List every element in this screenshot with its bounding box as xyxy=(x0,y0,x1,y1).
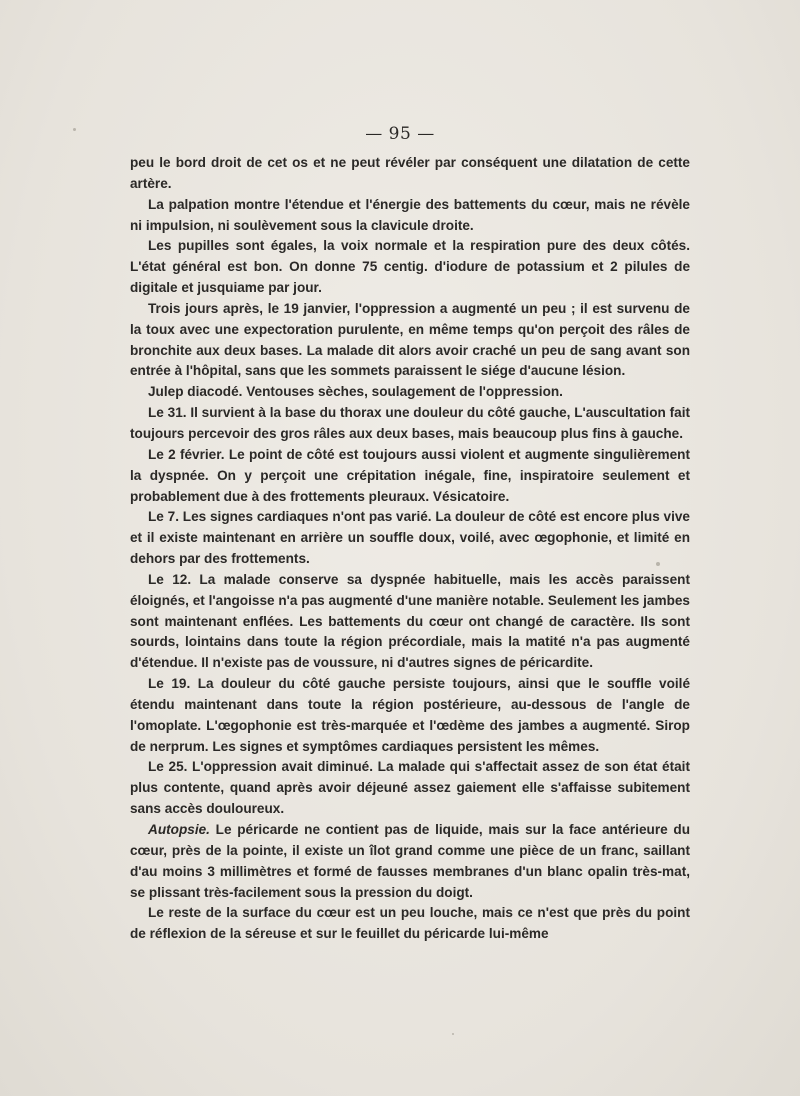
paragraph: Le 19. La douleur du côté gauche persiste toujours, ainsi que le souffle voilé étendu maintenant dans toute la région postérieure, au-dessous de l'angle de l'omoplate. L'œgophonie est très-marquée et l'œdème des jambes a augmenté. Sirop de nerprum. Les signes et symptômes cardiaques persistent les mêmes. xyxy=(130,676,690,754)
paragraph: Julep diacodé. Ventouses sèches, soulagement de l'oppression. xyxy=(148,384,563,400)
autopsy-text: Le péricarde ne contient pas de liquide, mais sur la face antérieure du cœur, près de la pointe, il existe un îlot grand comme une pièce de un franc, saillant d'au moins 3 millimètres et formé de fausses membranes d'un blanc opalin très-mat, se plissant très-facilement sous la pression du doigt. xyxy=(130,822,690,900)
paragraph: Le 31. Il survient à la base du thorax une douleur du côté gauche, L'auscultation fait toujours percevoir des gros râles aux deux bases, mais beaucoup plus fins à gauche. xyxy=(130,405,690,441)
page-number: — 95 — xyxy=(365,124,435,144)
paragraph: La palpation montre l'étendue et l'énergie des battements du cœur, mais ne révèle ni impulsion, ni soulèvement sous la clavicule droite. xyxy=(130,196,690,233)
paragraph: Le 2 février. Le point de côté est toujours aussi violent et augmente singulièrement la dyspnée. On y perçoit une crépitation inégale, fine, inspiratoire seulement et probablement due à des frottements pleuraux. Vésicatoire. xyxy=(130,446,690,504)
paragraph: Le reste de la surface du cœur est un peu louche, mais ce n'est que près du point de réflexion de la séreuse et sur le feuillet du péricarde lui-même xyxy=(130,905,690,942)
autopsy-paragraph xyxy=(130,820,690,903)
paragraph: Trois jours après, le 19 janvier, l'oppression a augmenté un peu ; il est survenu de la toux avec une expectoration purulente, en même temps qu'on perçoit des râles de bronchite aux deux bases. La malade dit alors avoir craché un peu de sang avant son entrée à l'hôpital, sans que les sommets paraissent le siége d'aucune lésion. xyxy=(130,300,690,379)
paper-speck xyxy=(452,1033,454,1035)
body-text xyxy=(130,153,690,945)
paragraph: Le 7. Les signes cardiaques n'ont pas varié. La douleur de côté est encore plus vive et il existe maintenant en arrière un souffle doux, voilé, avec œgophonie, et limité en dehors par des frottements. xyxy=(130,509,690,567)
paragraph: Le 12. La malade conserve sa dyspnée habituelle, mais les accès paraissent éloignés, et l'angoisse n'a pas augmenté d'une manière notable. Seulement les jambes sont maintenant enflées. Les battements du cœur ont changé de caractère. Ils sont sourds, lointains dans toute la région précordiale, mais la matité n'a pas augmenté d'étendue. Il n'existe pas de voussure, ni d'autres signes de péricardite. xyxy=(130,571,690,671)
paragraph: Les pupilles sont égales, la voix normale et la respiration pure des deux côtés. L'état général est bon. On donne 75 centig. d'iodure de potassium et 2 pilules de digitale et jusquiame par jour. xyxy=(130,238,690,296)
paragraph: peu le bord droit de cet os et ne peut révéler par conséquent une dilatation de cette artère. xyxy=(130,155,690,191)
paragraph: Le 25. L'oppression avait diminué. La malade qui s'affectait assez de son état était plus contente, quand après avoir déjeuné assez gaiement elle s'affaisse subitement sans accès douloureux. xyxy=(130,759,690,817)
autopsy-label: Autopsie. xyxy=(148,822,210,837)
